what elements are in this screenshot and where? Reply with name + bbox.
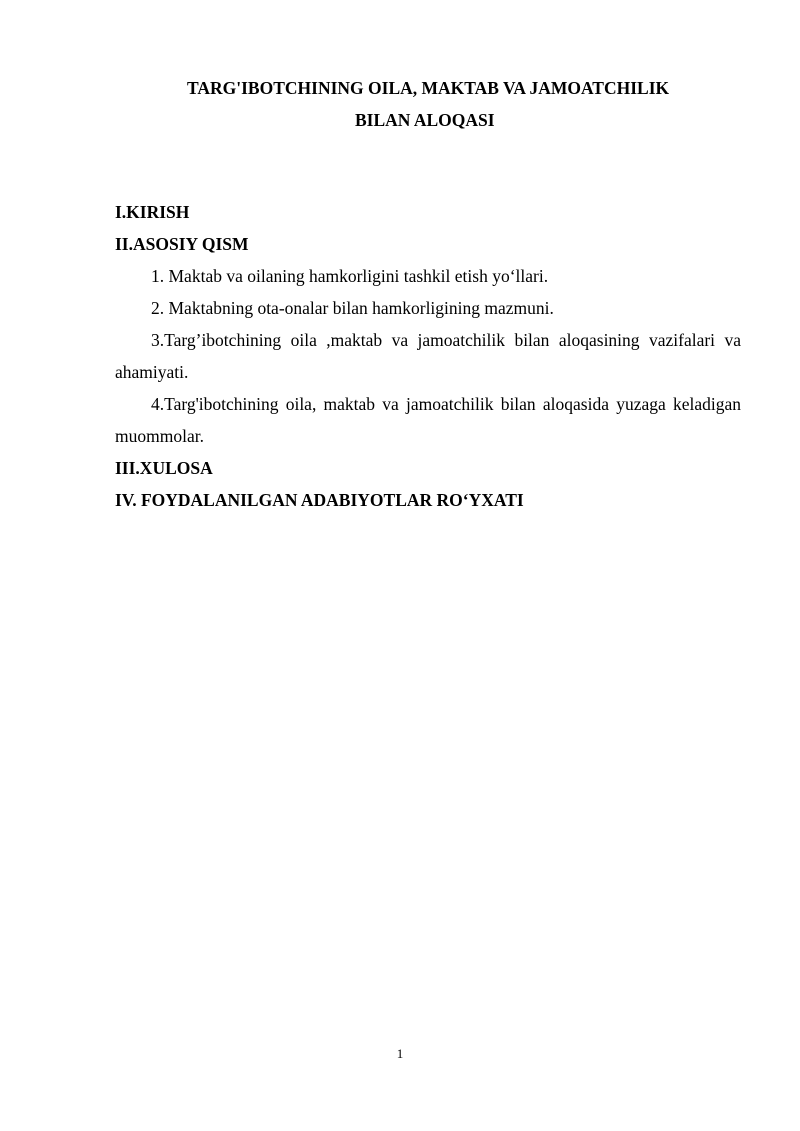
toc-item-3: 3.Targ’ibotchining oila ,maktab va jamoatchilik bilan aloqasining vazifalari va ahamiyati. [115,330,741,382]
section-main: II.ASOSIY QISM [115,234,249,254]
section-intro: I.KIRISH [115,202,190,222]
toc-item-4: 4.Targ'ibotchining oila, maktab va jamoatchilik bilan aloqasida yuzaga keladigan muommolar. [115,394,741,446]
title-line-2: BILAN ALOQASI [355,110,495,130]
section-references: IV. FOYDALANILGAN ADABIYOTLAR RO‘YXATI [115,490,524,510]
page-number: 1 [396,1046,404,1061]
table-of-contents [115,196,741,516]
document-title [115,72,741,136]
toc-item-1: 1. Maktab va oilaning hamkorligini tashkil etish yo‘llari. [151,266,549,286]
section-conclusion: III.XULOSA [115,458,213,478]
title-line-1: TARG'IBOTCHINING OILA, MAKTAB VA JAMOATCHILIK [187,78,670,98]
toc-item-2: 2. Maktabning ota-onalar bilan hamkorligining mazmuni. [151,298,554,318]
